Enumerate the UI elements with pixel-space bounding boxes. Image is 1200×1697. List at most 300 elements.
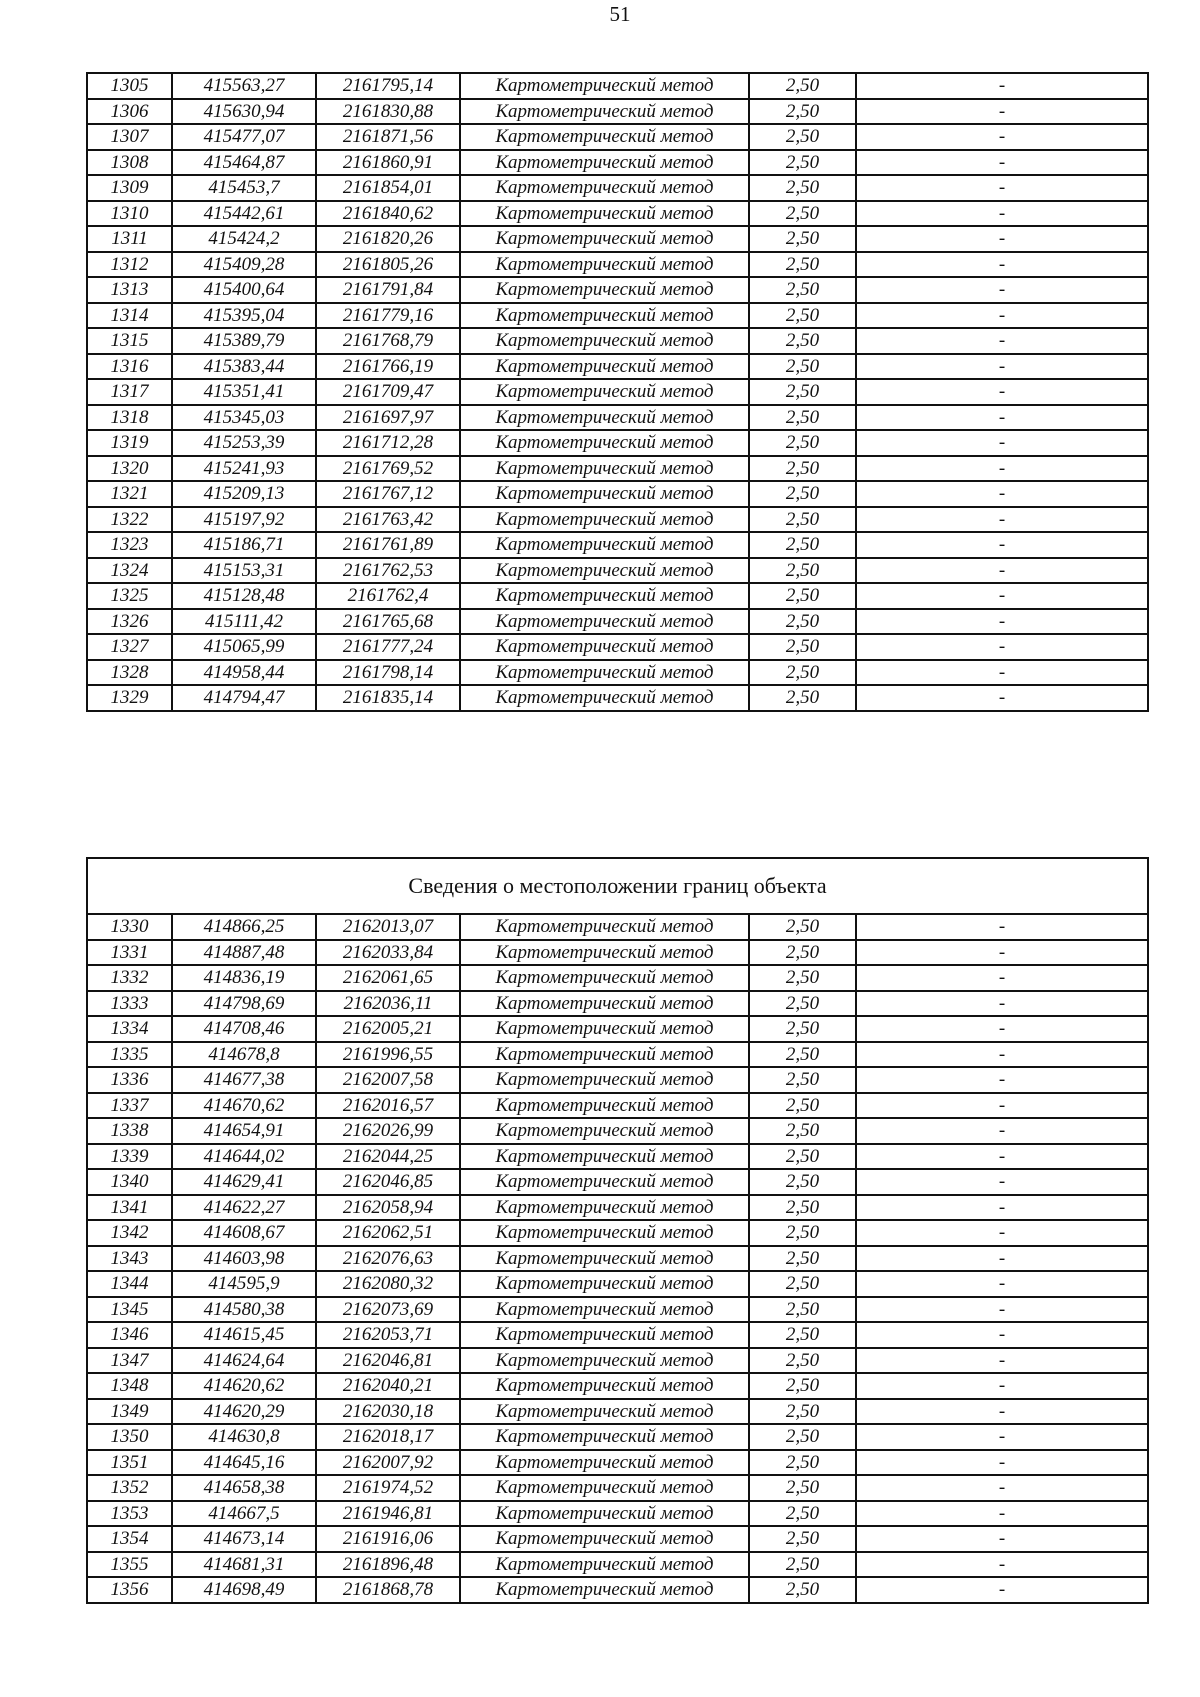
method-cell: Картометрический метод (460, 1016, 749, 1042)
y-coordinate-cell: 2161769,52 (316, 456, 460, 482)
x-coordinate-cell: 414595,9 (172, 1271, 316, 1297)
table-row (87, 1501, 1148, 1527)
description-cell: - (856, 481, 1148, 507)
x-coordinate-cell: 414798,69 (172, 991, 316, 1017)
point-number-cell: 1316 (87, 354, 172, 380)
x-coordinate-cell: 415453,7 (172, 175, 316, 201)
y-coordinate-cell: 2161854,01 (316, 175, 460, 201)
point-number-cell: 1330 (87, 914, 172, 940)
x-coordinate-cell: 414629,41 (172, 1169, 316, 1195)
point-number-cell: 1348 (87, 1373, 172, 1399)
y-coordinate-cell: 2161830,88 (316, 99, 460, 125)
accuracy-cell: 2,50 (749, 1577, 856, 1603)
y-coordinate-cell: 2161835,14 (316, 685, 460, 711)
method-cell: Картометрический метод (460, 1093, 749, 1119)
point-number-cell: 1319 (87, 430, 172, 456)
x-coordinate-cell: 415345,03 (172, 405, 316, 431)
x-coordinate-cell: 415209,13 (172, 481, 316, 507)
description-cell: - (856, 430, 1148, 456)
point-number-cell: 1336 (87, 1067, 172, 1093)
y-coordinate-cell: 2161820,26 (316, 226, 460, 252)
x-coordinate-cell: 415630,94 (172, 99, 316, 125)
x-coordinate-cell: 415464,87 (172, 150, 316, 176)
table-row (87, 1348, 1148, 1374)
x-coordinate-cell: 415153,31 (172, 558, 316, 584)
description-cell: - (856, 583, 1148, 609)
description-cell: - (856, 99, 1148, 125)
table-row (87, 1577, 1148, 1603)
method-cell: Картометрический метод (460, 1322, 749, 1348)
description-cell: - (856, 1475, 1148, 1501)
description-cell: - (856, 532, 1148, 558)
accuracy-cell: 2,50 (749, 303, 856, 329)
description-cell: - (856, 201, 1148, 227)
method-cell: Картометрический метод (460, 1501, 749, 1527)
point-number-cell: 1325 (87, 583, 172, 609)
table-row (87, 354, 1148, 380)
table-row (87, 328, 1148, 354)
method-cell: Картометрический метод (460, 379, 749, 405)
section-title-row (87, 858, 1148, 914)
table-row (87, 583, 1148, 609)
table-row (87, 609, 1148, 635)
accuracy-cell: 2,50 (749, 1424, 856, 1450)
x-coordinate-cell: 414622,27 (172, 1195, 316, 1221)
accuracy-cell: 2,50 (749, 150, 856, 176)
accuracy-cell: 2,50 (749, 609, 856, 635)
method-cell: Картометрический метод (460, 1220, 749, 1246)
accuracy-cell: 2,50 (749, 354, 856, 380)
y-coordinate-cell: 2161798,14 (316, 660, 460, 686)
method-cell: Картометрический метод (460, 1246, 749, 1272)
y-coordinate-cell: 2162018,17 (316, 1424, 460, 1450)
y-coordinate-cell: 2161762,4 (316, 583, 460, 609)
point-number-cell: 1349 (87, 1399, 172, 1425)
x-coordinate-cell: 414630,8 (172, 1424, 316, 1450)
table-row (87, 99, 1148, 125)
point-number-cell: 1321 (87, 481, 172, 507)
y-coordinate-cell: 2161763,42 (316, 507, 460, 533)
accuracy-cell: 2,50 (749, 965, 856, 991)
method-cell: Картометрический метод (460, 1348, 749, 1374)
y-coordinate-cell: 2162005,21 (316, 1016, 460, 1042)
accuracy-cell: 2,50 (749, 1169, 856, 1195)
x-coordinate-cell: 415111,42 (172, 609, 316, 635)
accuracy-cell: 2,50 (749, 1552, 856, 1578)
point-number-cell: 1344 (87, 1271, 172, 1297)
x-coordinate-cell: 415253,39 (172, 430, 316, 456)
description-cell: - (856, 1297, 1148, 1323)
method-cell: Картометрический метод (460, 150, 749, 176)
point-number-cell: 1354 (87, 1526, 172, 1552)
description-cell: - (856, 1042, 1148, 1068)
method-cell: Картометрический метод (460, 1042, 749, 1068)
description-cell: - (856, 1220, 1148, 1246)
table-row (87, 1271, 1148, 1297)
x-coordinate-cell: 414670,62 (172, 1093, 316, 1119)
description-cell: - (856, 379, 1148, 405)
point-number-cell: 1308 (87, 150, 172, 176)
point-number-cell: 1342 (87, 1220, 172, 1246)
accuracy-cell: 2,50 (749, 558, 856, 584)
method-cell: Картометрический метод (460, 507, 749, 533)
method-cell: Картометрический метод (460, 303, 749, 329)
y-coordinate-cell: 2161860,91 (316, 150, 460, 176)
description-cell: - (856, 150, 1148, 176)
table-row (87, 73, 1148, 99)
point-number-cell: 1355 (87, 1552, 172, 1578)
point-number-cell: 1320 (87, 456, 172, 482)
point-number-cell: 1312 (87, 252, 172, 278)
point-number-cell: 1356 (87, 1577, 172, 1603)
description-cell: - (856, 940, 1148, 966)
description-cell: - (856, 1348, 1148, 1374)
x-coordinate-cell: 415442,61 (172, 201, 316, 227)
accuracy-cell: 2,50 (749, 507, 856, 533)
table-row (87, 405, 1148, 431)
method-cell: Картометрический метод (460, 124, 749, 150)
table-row (87, 1220, 1148, 1246)
method-cell: Картометрический метод (460, 940, 749, 966)
point-number-cell: 1343 (87, 1246, 172, 1272)
method-cell: Картометрический метод (460, 1373, 749, 1399)
point-number-cell: 1350 (87, 1424, 172, 1450)
table-row (87, 991, 1148, 1017)
y-coordinate-cell: 2162061,65 (316, 965, 460, 991)
point-number-cell: 1322 (87, 507, 172, 533)
method-cell: Картометрический метод (460, 914, 749, 940)
y-coordinate-cell: 2162076,63 (316, 1246, 460, 1272)
x-coordinate-cell: 415409,28 (172, 252, 316, 278)
method-cell: Картометрический метод (460, 558, 749, 584)
x-coordinate-cell: 415400,64 (172, 277, 316, 303)
accuracy-cell: 2,50 (749, 532, 856, 558)
accuracy-cell: 2,50 (749, 1297, 856, 1323)
description-cell: - (856, 1144, 1148, 1170)
y-coordinate-cell: 2162046,85 (316, 1169, 460, 1195)
accuracy-cell: 2,50 (749, 914, 856, 940)
table-row (87, 1144, 1148, 1170)
point-number-cell: 1335 (87, 1042, 172, 1068)
table-row (87, 1169, 1148, 1195)
method-cell: Картометрический метод (460, 481, 749, 507)
method-cell: Картометрический метод (460, 634, 749, 660)
method-cell: Картометрический метод (460, 1297, 749, 1323)
table-row (87, 1067, 1148, 1093)
accuracy-cell: 2,50 (749, 685, 856, 711)
point-number-cell: 1305 (87, 73, 172, 99)
x-coordinate-cell: 415383,44 (172, 354, 316, 380)
point-number-cell: 1310 (87, 201, 172, 227)
x-coordinate-cell: 414673,14 (172, 1526, 316, 1552)
accuracy-cell: 2,50 (749, 99, 856, 125)
accuracy-cell: 2,50 (749, 328, 856, 354)
y-coordinate-cell: 2161777,24 (316, 634, 460, 660)
x-coordinate-cell: 414620,29 (172, 1399, 316, 1425)
y-coordinate-cell: 2161766,19 (316, 354, 460, 380)
point-number-cell: 1337 (87, 1093, 172, 1119)
method-cell: Картометрический метод (460, 1450, 749, 1476)
description-cell: - (856, 354, 1148, 380)
x-coordinate-cell: 414708,46 (172, 1016, 316, 1042)
description-cell: - (856, 1271, 1148, 1297)
table-row (87, 175, 1148, 201)
x-coordinate-cell: 414866,25 (172, 914, 316, 940)
description-cell: - (856, 1552, 1148, 1578)
table-row (87, 685, 1148, 711)
y-coordinate-cell: 2161762,53 (316, 558, 460, 584)
table-row (87, 201, 1148, 227)
x-coordinate-cell: 414624,64 (172, 1348, 316, 1374)
accuracy-cell: 2,50 (749, 456, 856, 482)
description-cell: - (856, 1246, 1148, 1272)
table-row (87, 660, 1148, 686)
method-cell: Картометрический метод (460, 532, 749, 558)
accuracy-cell: 2,50 (749, 1016, 856, 1042)
point-number-cell: 1318 (87, 405, 172, 431)
accuracy-cell: 2,50 (749, 1118, 856, 1144)
point-number-cell: 1314 (87, 303, 172, 329)
x-coordinate-cell: 414698,49 (172, 1577, 316, 1603)
point-number-cell: 1329 (87, 685, 172, 711)
description-cell: - (856, 1118, 1148, 1144)
x-coordinate-cell: 415186,71 (172, 532, 316, 558)
method-cell: Картометрический метод (460, 965, 749, 991)
description-cell: - (856, 73, 1148, 99)
description-cell: - (856, 558, 1148, 584)
accuracy-cell: 2,50 (749, 940, 856, 966)
x-coordinate-cell: 414658,38 (172, 1475, 316, 1501)
description-cell: - (856, 1450, 1148, 1476)
y-coordinate-cell: 2162026,99 (316, 1118, 460, 1144)
description-cell: - (856, 507, 1148, 533)
description-cell: - (856, 1016, 1148, 1042)
y-coordinate-cell: 2162033,84 (316, 940, 460, 966)
table-row (87, 914, 1148, 940)
description-cell: - (856, 124, 1148, 150)
accuracy-cell: 2,50 (749, 1067, 856, 1093)
table-row (87, 1016, 1148, 1042)
method-cell: Картометрический метод (460, 609, 749, 635)
description-cell: - (856, 1501, 1148, 1527)
y-coordinate-cell: 2161871,56 (316, 124, 460, 150)
y-coordinate-cell: 2162058,94 (316, 1195, 460, 1221)
accuracy-cell: 2,50 (749, 660, 856, 686)
table-row (87, 1093, 1148, 1119)
accuracy-cell: 2,50 (749, 252, 856, 278)
y-coordinate-cell: 2161996,55 (316, 1042, 460, 1068)
y-coordinate-cell: 2161791,84 (316, 277, 460, 303)
description-cell: - (856, 1067, 1148, 1093)
description-cell: - (856, 175, 1148, 201)
x-coordinate-cell: 415128,48 (172, 583, 316, 609)
y-coordinate-cell: 2161868,78 (316, 1577, 460, 1603)
x-coordinate-cell: 415351,41 (172, 379, 316, 405)
accuracy-cell: 2,50 (749, 277, 856, 303)
y-coordinate-cell: 2162062,51 (316, 1220, 460, 1246)
table-row (87, 965, 1148, 991)
point-number-cell: 1332 (87, 965, 172, 991)
accuracy-cell: 2,50 (749, 1450, 856, 1476)
accuracy-cell: 2,50 (749, 583, 856, 609)
method-cell: Картометрический метод (460, 1118, 749, 1144)
description-cell: - (856, 914, 1148, 940)
accuracy-cell: 2,50 (749, 175, 856, 201)
point-number-cell: 1351 (87, 1450, 172, 1476)
method-cell: Картометрический метод (460, 1424, 749, 1450)
point-number-cell: 1338 (87, 1118, 172, 1144)
y-coordinate-cell: 2162080,32 (316, 1271, 460, 1297)
accuracy-cell: 2,50 (749, 634, 856, 660)
coordinates-table-2-body (87, 914, 1148, 1603)
method-cell: Картометрический метод (460, 73, 749, 99)
method-cell: Картометрический метод (460, 1577, 749, 1603)
y-coordinate-cell: 2161805,26 (316, 252, 460, 278)
y-coordinate-cell: 2162030,18 (316, 1399, 460, 1425)
point-number-cell: 1311 (87, 226, 172, 252)
table-row (87, 1552, 1148, 1578)
x-coordinate-cell: 414615,45 (172, 1322, 316, 1348)
description-cell: - (856, 1399, 1148, 1425)
description-cell: - (856, 1373, 1148, 1399)
method-cell: Картометрический метод (460, 1169, 749, 1195)
method-cell: Картометрический метод (460, 328, 749, 354)
method-cell: Картометрический метод (460, 1144, 749, 1170)
method-cell: Картометрический метод (460, 1526, 749, 1552)
x-coordinate-cell: 414958,44 (172, 660, 316, 686)
x-coordinate-cell: 415395,04 (172, 303, 316, 329)
accuracy-cell: 2,50 (749, 1475, 856, 1501)
point-number-cell: 1324 (87, 558, 172, 584)
x-coordinate-cell: 414645,16 (172, 1450, 316, 1476)
x-coordinate-cell: 415477,07 (172, 124, 316, 150)
description-cell: - (856, 405, 1148, 431)
y-coordinate-cell: 2162036,11 (316, 991, 460, 1017)
table-row (87, 252, 1148, 278)
method-cell: Картометрический метод (460, 226, 749, 252)
y-coordinate-cell: 2161761,89 (316, 532, 460, 558)
accuracy-cell: 2,50 (749, 1322, 856, 1348)
accuracy-cell: 2,50 (749, 1220, 856, 1246)
point-number-cell: 1353 (87, 1501, 172, 1527)
table-row (87, 1526, 1148, 1552)
accuracy-cell: 2,50 (749, 1373, 856, 1399)
table-row (87, 150, 1148, 176)
point-number-cell: 1347 (87, 1348, 172, 1374)
x-coordinate-cell: 414580,38 (172, 1297, 316, 1323)
table-row (87, 532, 1148, 558)
description-cell: - (856, 609, 1148, 635)
point-number-cell: 1345 (87, 1297, 172, 1323)
x-coordinate-cell: 415241,93 (172, 456, 316, 482)
accuracy-cell: 2,50 (749, 1526, 856, 1552)
description-cell: - (856, 1424, 1148, 1450)
accuracy-cell: 2,50 (749, 226, 856, 252)
method-cell: Картометрический метод (460, 1195, 749, 1221)
x-coordinate-cell: 415563,27 (172, 73, 316, 99)
table-row (87, 1450, 1148, 1476)
table-row (87, 456, 1148, 482)
method-cell: Картометрический метод (460, 201, 749, 227)
table-row (87, 1373, 1148, 1399)
accuracy-cell: 2,50 (749, 1246, 856, 1272)
accuracy-cell: 2,50 (749, 201, 856, 227)
method-cell: Картометрический метод (460, 1475, 749, 1501)
y-coordinate-cell: 2161795,14 (316, 73, 460, 99)
point-number-cell: 1352 (87, 1475, 172, 1501)
point-number-cell: 1327 (87, 634, 172, 660)
description-cell: - (856, 1526, 1148, 1552)
point-number-cell: 1323 (87, 532, 172, 558)
point-number-cell: 1340 (87, 1169, 172, 1195)
table-row (87, 303, 1148, 329)
description-cell: - (856, 252, 1148, 278)
method-cell: Картометрический метод (460, 583, 749, 609)
x-coordinate-cell: 414678,8 (172, 1042, 316, 1068)
y-coordinate-cell: 2161768,79 (316, 328, 460, 354)
point-number-cell: 1334 (87, 1016, 172, 1042)
coordinates-table-1-body (87, 73, 1148, 711)
x-coordinate-cell: 414794,47 (172, 685, 316, 711)
table-row (87, 226, 1148, 252)
accuracy-cell: 2,50 (749, 481, 856, 507)
description-cell: - (856, 1195, 1148, 1221)
method-cell: Картометрический метод (460, 1067, 749, 1093)
method-cell: Картометрический метод (460, 430, 749, 456)
point-number-cell: 1333 (87, 991, 172, 1017)
method-cell: Картометрический метод (460, 1399, 749, 1425)
point-number-cell: 1339 (87, 1144, 172, 1170)
y-coordinate-cell: 2162053,71 (316, 1322, 460, 1348)
x-coordinate-cell: 414887,48 (172, 940, 316, 966)
description-cell: - (856, 277, 1148, 303)
x-coordinate-cell: 414677,38 (172, 1067, 316, 1093)
table-row (87, 1424, 1148, 1450)
accuracy-cell: 2,50 (749, 991, 856, 1017)
point-number-cell: 1331 (87, 940, 172, 966)
point-number-cell: 1326 (87, 609, 172, 635)
point-number-cell: 1328 (87, 660, 172, 686)
table-row (87, 1195, 1148, 1221)
table-row (87, 1475, 1148, 1501)
description-cell: - (856, 965, 1148, 991)
table-row (87, 1118, 1148, 1144)
method-cell: Картометрический метод (460, 405, 749, 431)
method-cell: Картометрический метод (460, 99, 749, 125)
table-row (87, 634, 1148, 660)
y-coordinate-cell: 2161779,16 (316, 303, 460, 329)
y-coordinate-cell: 2161767,12 (316, 481, 460, 507)
table-row (87, 940, 1148, 966)
table-row (87, 507, 1148, 533)
accuracy-cell: 2,50 (749, 1399, 856, 1425)
x-coordinate-cell: 414620,62 (172, 1373, 316, 1399)
description-cell: - (856, 1169, 1148, 1195)
description-cell: - (856, 1093, 1148, 1119)
point-number-cell: 1317 (87, 379, 172, 405)
section-title: Сведения о местоположении границ объекта (87, 858, 1148, 914)
table-row (87, 481, 1148, 507)
point-number-cell: 1307 (87, 124, 172, 150)
description-cell: - (856, 660, 1148, 686)
point-number-cell: 1341 (87, 1195, 172, 1221)
method-cell: Картометрический метод (460, 1552, 749, 1578)
accuracy-cell: 2,50 (749, 1144, 856, 1170)
accuracy-cell: 2,50 (749, 1042, 856, 1068)
y-coordinate-cell: 2161896,48 (316, 1552, 460, 1578)
x-coordinate-cell: 415424,2 (172, 226, 316, 252)
accuracy-cell: 2,50 (749, 430, 856, 456)
